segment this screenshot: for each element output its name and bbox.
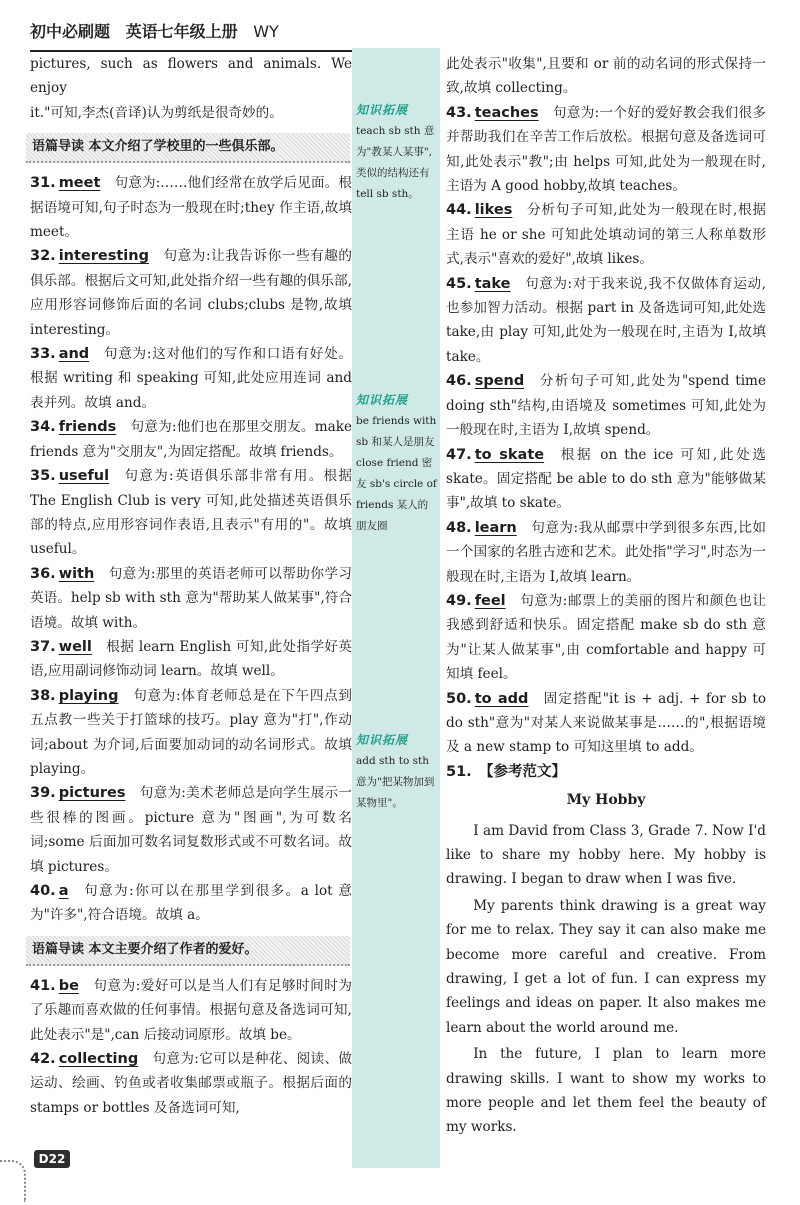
explanation: 句意为:爱好可以是当人们有足够时间时为了乐趣而喜欢做的任何事情。根据句意及备选词可知,此处表示"是",can 后接动词原形。故填 be。 bbox=[30, 977, 352, 1043]
essay-title: My Hobby bbox=[566, 792, 646, 809]
answer-item bbox=[30, 974, 352, 1047]
answer-item bbox=[446, 272, 766, 370]
answer-item bbox=[446, 687, 766, 760]
answer-item bbox=[30, 684, 352, 782]
answer-word: to skate bbox=[474, 446, 545, 463]
explanation: 句意为:体育老师总是在下午四点到五点教一些关于打篮球的技巧。play 意为"打",作动词;about 为介词,后面要加动词的动名词形式。故填 playing。 bbox=[30, 687, 352, 777]
answer-word: meet bbox=[58, 175, 101, 192]
item-number: 38. bbox=[30, 687, 56, 704]
item-number: 31. bbox=[30, 175, 56, 192]
item-number: 32. bbox=[30, 248, 56, 265]
answer-word: and bbox=[58, 346, 90, 363]
explanation: 句意为:英语俱乐部非常有用。根据 The English Club is very 可知,此处描述英语俱乐部的特点,应用形容词作表语,且表示"有用的"。故填 useful。 bbox=[30, 468, 352, 558]
explanation: 句意为:这对他们的写作和口语有好处。根据 writing 和 speaking 可知,此处应用连词 and 表并列。故填 and。 bbox=[30, 346, 352, 411]
version-label: WY bbox=[253, 22, 279, 41]
explanation: 句意为:一个好的爱好教会我们很多并帮助我们在辛苦工作后放松。根据句意及备选词可知,此处表示"教";由 helps 可知,此处为一般现在时,主语为 A good hobby,故填 teaches。 bbox=[446, 104, 766, 195]
essay-paragraph: I am David from Class 3, Grade 7. Now I'd like to share my hobby here. My hobby is drawing. I began to draw when I was five. bbox=[446, 822, 766, 888]
knowledge-note-2 bbox=[356, 390, 438, 537]
note-title: 知识拓展 bbox=[356, 733, 409, 747]
left-column bbox=[30, 52, 352, 1120]
essay-heading bbox=[446, 760, 766, 784]
right-column bbox=[446, 52, 766, 1142]
answer-item bbox=[30, 464, 352, 562]
explanation: 根据 learn English 可知,此处指学好英语,应用副词修饰动词 learn。故填 well。 bbox=[30, 638, 352, 680]
series-title: 初中必刷题 bbox=[30, 22, 111, 41]
subject-title: 英语七年级上册 bbox=[125, 22, 238, 41]
answer-word: a bbox=[58, 883, 69, 899]
essay-tag: 【参考范文】 bbox=[479, 763, 567, 780]
item-number: 36. bbox=[30, 565, 56, 582]
answer-item bbox=[30, 879, 352, 928]
answer-word: with bbox=[58, 565, 95, 582]
intro-line: pictures, such as flowers and animals. We enjoy bbox=[30, 56, 352, 97]
answer-word: feel bbox=[474, 592, 506, 609]
item-number: 40. bbox=[30, 883, 56, 899]
answer-item bbox=[30, 171, 352, 244]
item-number: 49. bbox=[446, 592, 472, 609]
answer-item bbox=[446, 101, 766, 199]
answer-item bbox=[30, 244, 352, 342]
page-header bbox=[30, 14, 360, 52]
knowledge-sidebar bbox=[352, 48, 440, 1168]
answer-word: interesting bbox=[58, 248, 149, 265]
explanation: 句意为:……他们经常在放学后见面。根据语境可知,句子时态为一般现在时;they 作主语,故填 meet。 bbox=[30, 175, 352, 241]
answer-item bbox=[30, 635, 352, 684]
corner-decoration bbox=[0, 1160, 26, 1202]
explanation: 句意为:那里的英语老师可以帮助你学习英语。help sb with sth 意为"帮助某人做某事",符合语境。故填 with。 bbox=[30, 565, 352, 631]
item-number: 45. bbox=[446, 275, 472, 292]
item-number: 35. bbox=[30, 468, 56, 485]
answer-word: useful bbox=[58, 468, 110, 485]
explanation: 句意为:它可以是种花、阅读、做运动、绘画、钓鱼或者收集邮票或瓶子。根据后面的 stamps or bottles 及备选词可知, bbox=[30, 1051, 352, 1116]
answer-word: friends bbox=[58, 419, 117, 436]
explanation: 分析句子可知,此处为一般现在时,根据主语 he or she 可知此处填动词的第三人称单数形式,表示"喜欢的爱好",故填 likes。 bbox=[446, 202, 766, 268]
explanation: 句意为:你可以在那里学到很多。a lot 意为"许多",符合语境。故填 a。 bbox=[30, 883, 352, 924]
item-number: 44. bbox=[446, 202, 472, 219]
intro-line: it."可知,李杰(音译)认为剪纸是很奇妙的。 bbox=[30, 104, 283, 121]
essay-paragraph: My parents think drawing is a great way for me to relax. They say it can also make me become more careful and creative. From drawing, I get a lot of fun. I can express my feelings and ideas on paper. It also makes me learn about the world around me. bbox=[446, 897, 766, 1036]
answer-word: pictures bbox=[58, 785, 126, 802]
note-title: 知识拓展 bbox=[356, 393, 409, 407]
item-number: 33. bbox=[30, 346, 56, 363]
answer-item bbox=[446, 589, 766, 687]
explanation: 句意为:让我告诉你一些有趣的俱乐部。根据后文可知,此处指介绍一些有趣的俱乐部,应用形容词修饰后面的名词 clubs;clubs 是物,故填 interesting。 bbox=[30, 248, 352, 338]
answer-word: be bbox=[58, 977, 79, 994]
answer-item bbox=[446, 198, 766, 271]
explanation: 根据 on the ice 可知,此处选 skate。固定搭配 be able to do sth 意为"能够做某事",故填 to skate。 bbox=[446, 446, 767, 512]
continuation-text: 此处表示"收集",且要和 or 前的动名词的形式保持一致,故填 collecting。 bbox=[446, 56, 766, 97]
answer-word: teaches bbox=[474, 104, 539, 121]
reading-guide-banner: 语篇导读 本文介绍了学校里的一些俱乐部。 bbox=[26, 133, 350, 163]
answer-item bbox=[30, 562, 352, 635]
answer-word: playing bbox=[58, 687, 119, 704]
answer-item bbox=[30, 781, 352, 879]
knowledge-note-3 bbox=[356, 730, 438, 814]
answer-item bbox=[446, 369, 766, 442]
explanation: 固定搭配"it is + adj. + for sb to do sth"意为"对某人来说做某事是……的",根据语境及 a new stamp to 可知这里填 to add。 bbox=[446, 690, 766, 756]
answer-item bbox=[446, 443, 766, 516]
item-number: 39. bbox=[30, 785, 56, 802]
item-number: 50. bbox=[446, 690, 472, 707]
page-number: D22 bbox=[34, 1150, 70, 1168]
item-number: 46. bbox=[446, 373, 472, 390]
knowledge-note-1 bbox=[356, 100, 438, 205]
answer-word: collecting bbox=[58, 1051, 139, 1068]
answer-word: learn bbox=[474, 519, 517, 536]
answer-word: well bbox=[58, 638, 92, 655]
note-text: teach sb sth 意为"教某人某事",类似的结构还有 tell sb sth。 bbox=[356, 125, 435, 200]
explanation: 句意为:我从邮票中学到很多东西,比如一个国家的名胜古迹和艺术。此处指"学习",时态为一般现在时,主语为 I,故填 learn。 bbox=[446, 519, 766, 585]
answer-word: likes bbox=[474, 202, 513, 219]
answer-item bbox=[446, 516, 766, 589]
answer-item bbox=[30, 415, 352, 464]
explanation: 句意为:他们也在那里交朋友。make friends 意为"交朋友",为固定搭配。故填 friends。 bbox=[30, 419, 352, 460]
note-title: 知识拓展 bbox=[356, 103, 409, 117]
answer-word: spend bbox=[474, 373, 525, 390]
reading-guide-banner: 语篇导读 本文主要介绍了作者的爱好。 bbox=[26, 936, 350, 966]
explanation: 分析句子可知,此处为"spend time doing sth"结构,由语境及 sometimes 可知,此处为一般现在时,主语为 I,故填 spend。 bbox=[446, 373, 766, 439]
essay-paragraph: In the future, I plan to learn more drawing skills. I want to show my works to more people and let them feel the beauty of my works. bbox=[446, 1046, 766, 1136]
explanation: 句意为:对于我来说,我不仅做体育运动,也参加智力活动。根据 part in 及备选词可知,此处选 take,由 play 可知,此处为一般现在时,主语为 I,故填 take。 bbox=[446, 275, 766, 365]
essay-body bbox=[446, 819, 766, 1140]
item-number: 37. bbox=[30, 638, 56, 655]
note-text: add sth to sth 意为"把某物加到某物里"。 bbox=[356, 755, 435, 809]
item-number: 51. bbox=[446, 763, 472, 780]
note-text: be friends with sb 和某人是朋友 close friend 密友 sb's circle of friends 某人的朋友圈 bbox=[356, 415, 437, 532]
explanation: 句意为:美术老师总是向学生展示一些很棒的图画。picture 意为"图画",为可数名词;some 后面加可数名词复数形式或不可数名词。故填 pictures。 bbox=[30, 785, 352, 875]
answer-word: to add bbox=[474, 690, 529, 707]
answer-item bbox=[30, 1047, 352, 1120]
item-number: 48. bbox=[446, 519, 472, 536]
item-number: 41. bbox=[30, 977, 56, 994]
answer-word: take bbox=[474, 275, 511, 292]
answer-item bbox=[30, 342, 352, 415]
item-number: 42. bbox=[30, 1051, 56, 1068]
item-number: 34. bbox=[30, 419, 56, 436]
explanation: 句意为:邮票上的美丽的图片和颜色也让我感到舒适和快乐。固定搭配 make sb do sth 意为"让某人做某事",由 comfortable and happy 可知填 feel。 bbox=[446, 592, 766, 683]
item-number: 43. bbox=[446, 104, 472, 121]
item-number: 47. bbox=[446, 446, 472, 463]
